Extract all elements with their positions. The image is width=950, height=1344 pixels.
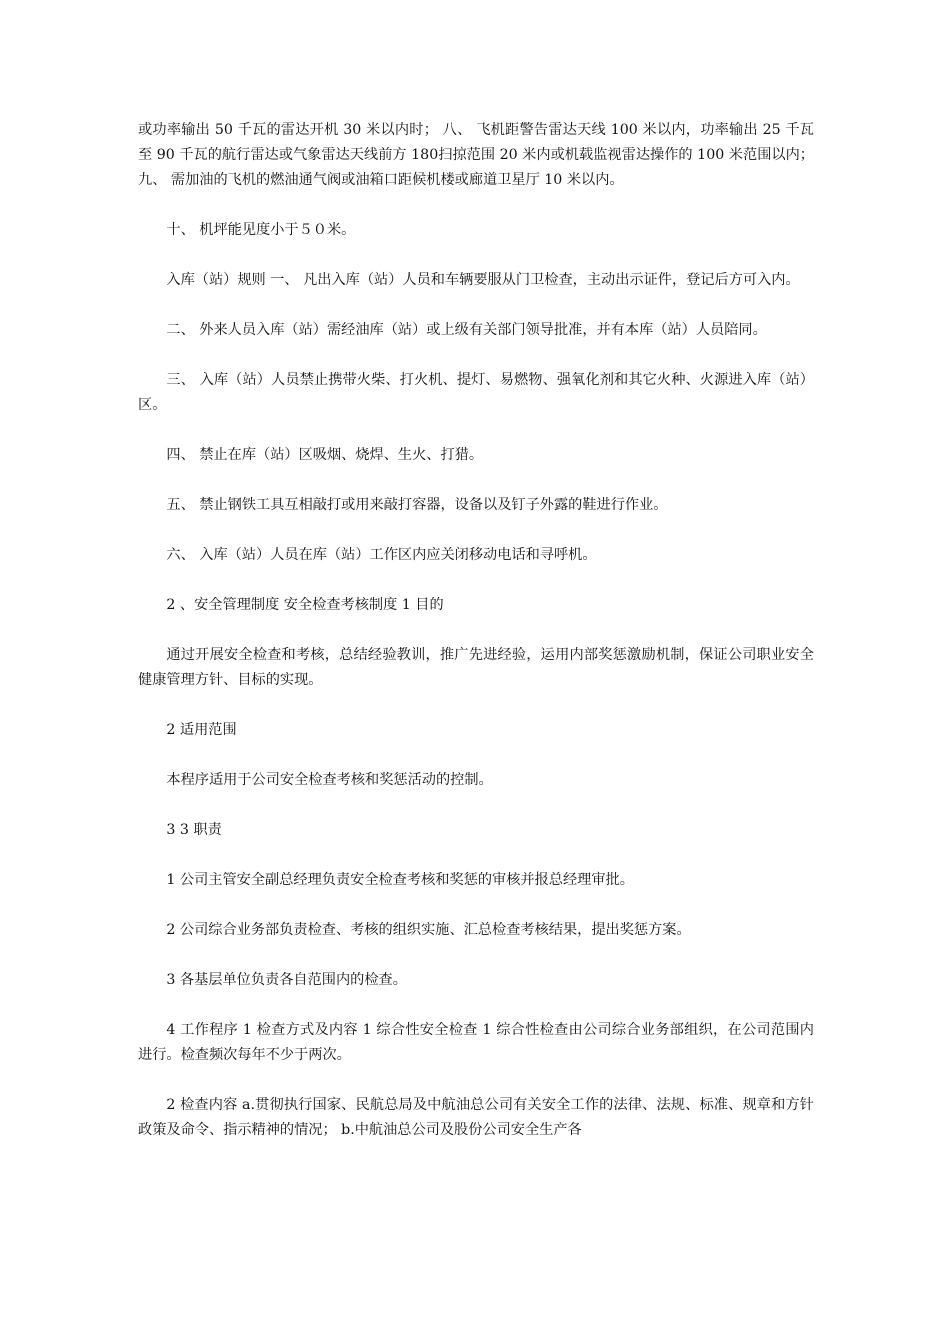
paragraph-scope: 本程序适用于公司安全检查考核和奖惩活动的控制。 (166, 772, 493, 788)
paragraph-rule-10: 十、 机坪能见度小于５０米。 (166, 222, 356, 238)
paragraph-entry-rule-5: 五、 禁止钢铁工具互相敲打或用来敲打容器，设备以及钉子外露的鞋进行作业。 (166, 497, 668, 513)
paragraph-duty-1: 1 公司主管安全副总经理负责安全检查考核和奖惩的审核并报总经理审批。 (166, 872, 634, 888)
paragraph-entry-rule-3: 三、 入库（站）人员禁止携带火柴、打火机、提灯、易燃物、强氧化剂和其它火种、火源进入库（站）区。 (138, 372, 814, 413)
section-heading-duties: 3 3 职责 (166, 822, 222, 838)
paragraph-procedure: 4 工作程序 1 检查方式及内容 1 综合性安全检查 1 综合性检查由公司综合业务部组织，在公司范围内进行。检查频次每年不少于两次。 (138, 1022, 814, 1063)
document-page (138, 118, 814, 1143)
section-heading-scope: 2 适用范围 (166, 722, 237, 738)
paragraph-entry-rule-6: 六、 入库（站）人员在库（站）工作区内应关闭移动电话和寻呼机。 (166, 547, 597, 563)
paragraph-duty-3: 3 各基层单位负责各自范围内的检查。 (166, 972, 407, 988)
paragraph-entry-rule-4: 四、 禁止在库（站）区吸烟、烧焊、生火、打猎。 (166, 447, 484, 463)
paragraph-inspection-content: 2 检查内容 a.贯彻执行国家、民航总局及中航油总公司有关安全工作的法律、法规、标准、规章和方针政策及命令、指示精神的情况； b.中航油总公司及股份公司安全生产各 (138, 1097, 814, 1138)
paragraph-entry-rule-1: 入库（站）规则 一、 凡出入库（站）人员和车辆要服从门卫检查，主动出示证件，登记后方可入内。 (166, 272, 800, 288)
paragraph-entry-rule-2: 二、 外来人员入库（站）需经油库（站）或上级有关部门领导批准，并有本库（站）人员陪同。 (166, 322, 767, 338)
paragraph-duty-2: 2 公司综合业务部负责检查、考核的组织实施、汇总检查考核结果，提出奖惩方案。 (166, 922, 691, 938)
paragraph-purpose: 通过开展安全检查和考核，总结经验教训，推广先进经验，运用内部奖惩激励机制，保证公司职业安全健康管理方针、目标的实现。 (138, 647, 814, 688)
paragraph-continuation: 或功率输出 50 千瓦的雷达开机 30 米以内时； 八、 飞机距警告雷达天线 100 米以内，功率输出 25 千瓦至 90 千瓦的航行雷达或气象雷达天线前方 180扫掠范围 20 米内或机载监视雷达操作的 100 米范围以内； 九、 需加油的飞机的燃油通气阀或油箱口距候机楼或廊道卫星厅 10 米以内。 (138, 122, 814, 188)
section-heading-safety-management: 2 、安全管理制度 安全检查考核制度 1 目的 (166, 597, 444, 613)
